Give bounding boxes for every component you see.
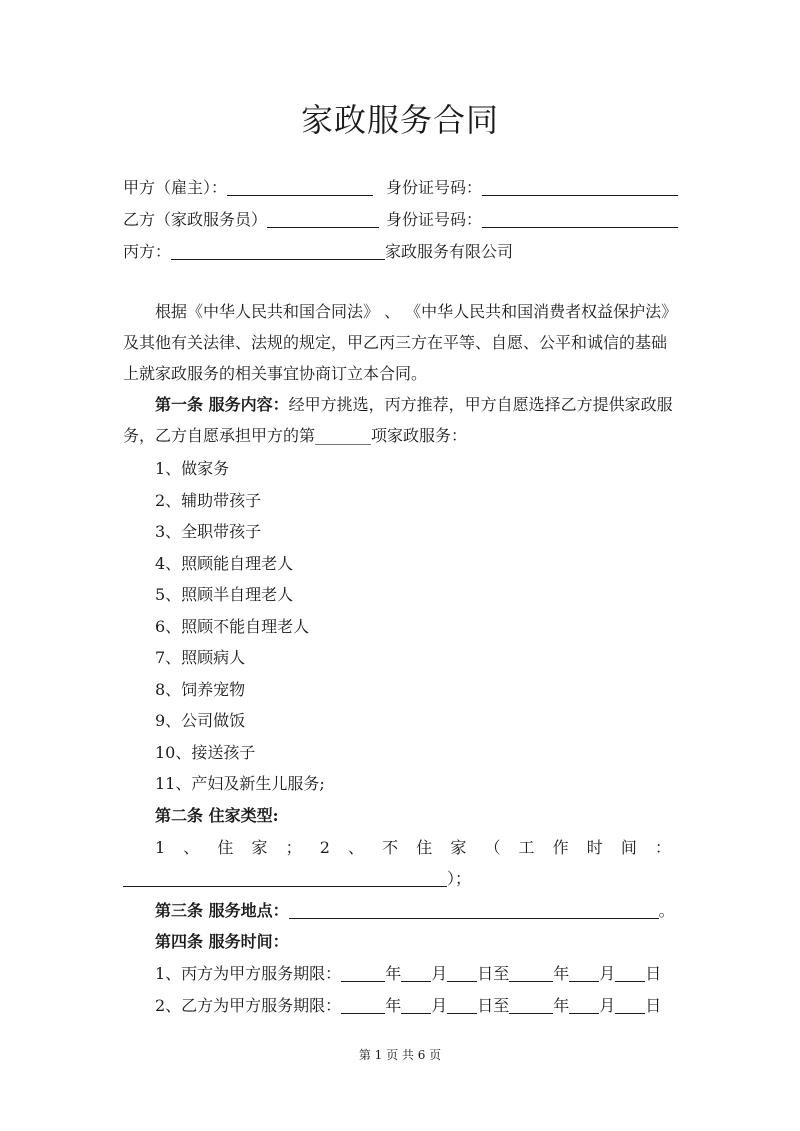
- month-label: 月: [431, 996, 448, 1015]
- option-char: ：: [654, 838, 671, 857]
- party-b-id-label: 身份证号码：: [386, 210, 483, 229]
- option-char: 1: [155, 838, 166, 857]
- option-char: 、: [348, 838, 365, 857]
- agency-start-day-blank[interactable]: [447, 963, 477, 982]
- article-3-end: 。: [658, 901, 675, 920]
- service-list: [155, 453, 675, 800]
- worker-term-row: [155, 994, 661, 1018]
- party-c-label: 丙方：: [123, 242, 172, 261]
- article-4-heading: 第四条 服务时间：: [155, 932, 289, 951]
- list-item: 10、接送孩子: [155, 742, 256, 762]
- list-item: 11、产妇及新生儿服务;: [155, 774, 325, 793]
- year-label: 年: [385, 996, 402, 1015]
- list-item: 9、公司做饭: [155, 711, 246, 730]
- article-3-row: [155, 899, 675, 923]
- party-b-label: 乙方（家政服务员）: [123, 210, 268, 229]
- party-a-id-label: 身份证号码：: [386, 178, 483, 197]
- worker-end-day-blank[interactable]: [615, 995, 645, 1014]
- option-char: 家: [251, 838, 268, 857]
- day-label: 日: [645, 964, 662, 983]
- residence-options: [155, 836, 671, 860]
- agency-end-year-blank[interactable]: [509, 963, 553, 982]
- month-label: 月: [599, 996, 616, 1015]
- agency-start-year-blank[interactable]: [341, 963, 385, 982]
- option-char: 时: [586, 838, 603, 857]
- article-2-heading: 第二条 住家类型:: [155, 806, 279, 825]
- preamble: 根据《中华人民共和国合同法》 、 《中华人民共和国消费者权益保护法》及其他有关法律、法规的规定，甲乙丙三方在平等、自愿、公平和诚信的基础上就家政服务的相关事宜协商订立本合同。: [123, 302, 678, 383]
- party-a-id-blank[interactable]: [482, 177, 678, 196]
- option-char: ；: [285, 838, 302, 857]
- page-title: 家政服务合同: [300, 101, 499, 139]
- party-b-row: [123, 208, 483, 232]
- worker-end-month-blank[interactable]: [569, 995, 599, 1014]
- page-footer: 第 1 页 共 6 页: [358, 1048, 442, 1062]
- day-to-label: 日至: [477, 996, 510, 1015]
- party-c-suffix: 家政服务有限公司: [385, 242, 514, 261]
- article-1-text-a: 经甲方挑选，丙方推荐，甲方自愿选择乙方提供家政服务，乙方自愿承担甲方的第: [123, 395, 673, 445]
- day-label: 日: [645, 996, 662, 1015]
- working-hours-row: [123, 867, 471, 891]
- article-1-text-b: 项家政服务：: [371, 426, 468, 445]
- list-item: 4、照顾能自理老人: [155, 553, 294, 573]
- option-char: 住: [416, 838, 433, 857]
- article-3-heading: 第三条 服务地点：: [155, 901, 289, 920]
- service-number-blank[interactable]: _______: [315, 426, 372, 445]
- list-item: 6、照顾不能自理老人: [155, 616, 310, 636]
- party-b-name-blank[interactable]: [267, 209, 379, 228]
- working-hours-close: ）；: [447, 869, 472, 888]
- option-char: 住: [217, 838, 234, 857]
- list-item: 7、照顾病人: [155, 648, 246, 667]
- party-a-label: 甲方（雇主）：: [123, 178, 228, 197]
- party-a-row: [123, 176, 483, 200]
- party-c-row: [123, 240, 513, 264]
- option-char: 、: [183, 838, 200, 857]
- agency-end-day-blank[interactable]: [615, 963, 645, 982]
- option-char: 不: [382, 838, 399, 857]
- list-item: 8、饲养宠物: [155, 679, 246, 699]
- worker-start-year-blank[interactable]: [341, 995, 385, 1014]
- party-b-id-blank[interactable]: [482, 209, 678, 228]
- year-label: 年: [385, 964, 402, 983]
- month-label: 月: [599, 964, 616, 983]
- party-c-name-blank[interactable]: [171, 241, 385, 260]
- year-label: 年: [553, 964, 570, 983]
- worker-start-month-blank[interactable]: [401, 995, 431, 1014]
- worker-start-day-blank[interactable]: [447, 995, 477, 1014]
- option-char: （: [484, 838, 501, 857]
- worker-end-year-blank[interactable]: [509, 995, 553, 1014]
- option-char: 工: [518, 838, 535, 857]
- agency-end-month-blank[interactable]: [569, 963, 599, 982]
- list-item: 5、照顾半自理老人: [155, 585, 294, 604]
- option-char: 间: [620, 838, 637, 857]
- option-char: 家: [450, 838, 467, 857]
- article-1: [123, 389, 679, 451]
- agency-term-label: 1、丙方为甲方服务期限：: [155, 964, 342, 983]
- agency-start-month-blank[interactable]: [401, 963, 431, 982]
- article-1-heading: 第一条 服务内容：: [155, 395, 289, 414]
- party-a-name-blank[interactable]: [227, 177, 373, 196]
- working-hours-blank[interactable]: [123, 868, 447, 887]
- agency-term-row: [155, 962, 661, 986]
- list-item: 2、辅助带孩子: [155, 490, 262, 510]
- day-to-label: 日至: [477, 964, 510, 983]
- option-char: 作: [552, 838, 569, 857]
- list-item: 3、全职带孩子: [155, 522, 262, 541]
- service-location-blank[interactable]: [289, 900, 659, 919]
- worker-term-label: 2、乙方为甲方服务期限：: [155, 996, 342, 1015]
- year-label: 年: [553, 996, 570, 1015]
- month-label: 月: [431, 964, 448, 983]
- option-char: 2: [319, 838, 330, 857]
- list-item: 1、做家务: [155, 459, 230, 478]
